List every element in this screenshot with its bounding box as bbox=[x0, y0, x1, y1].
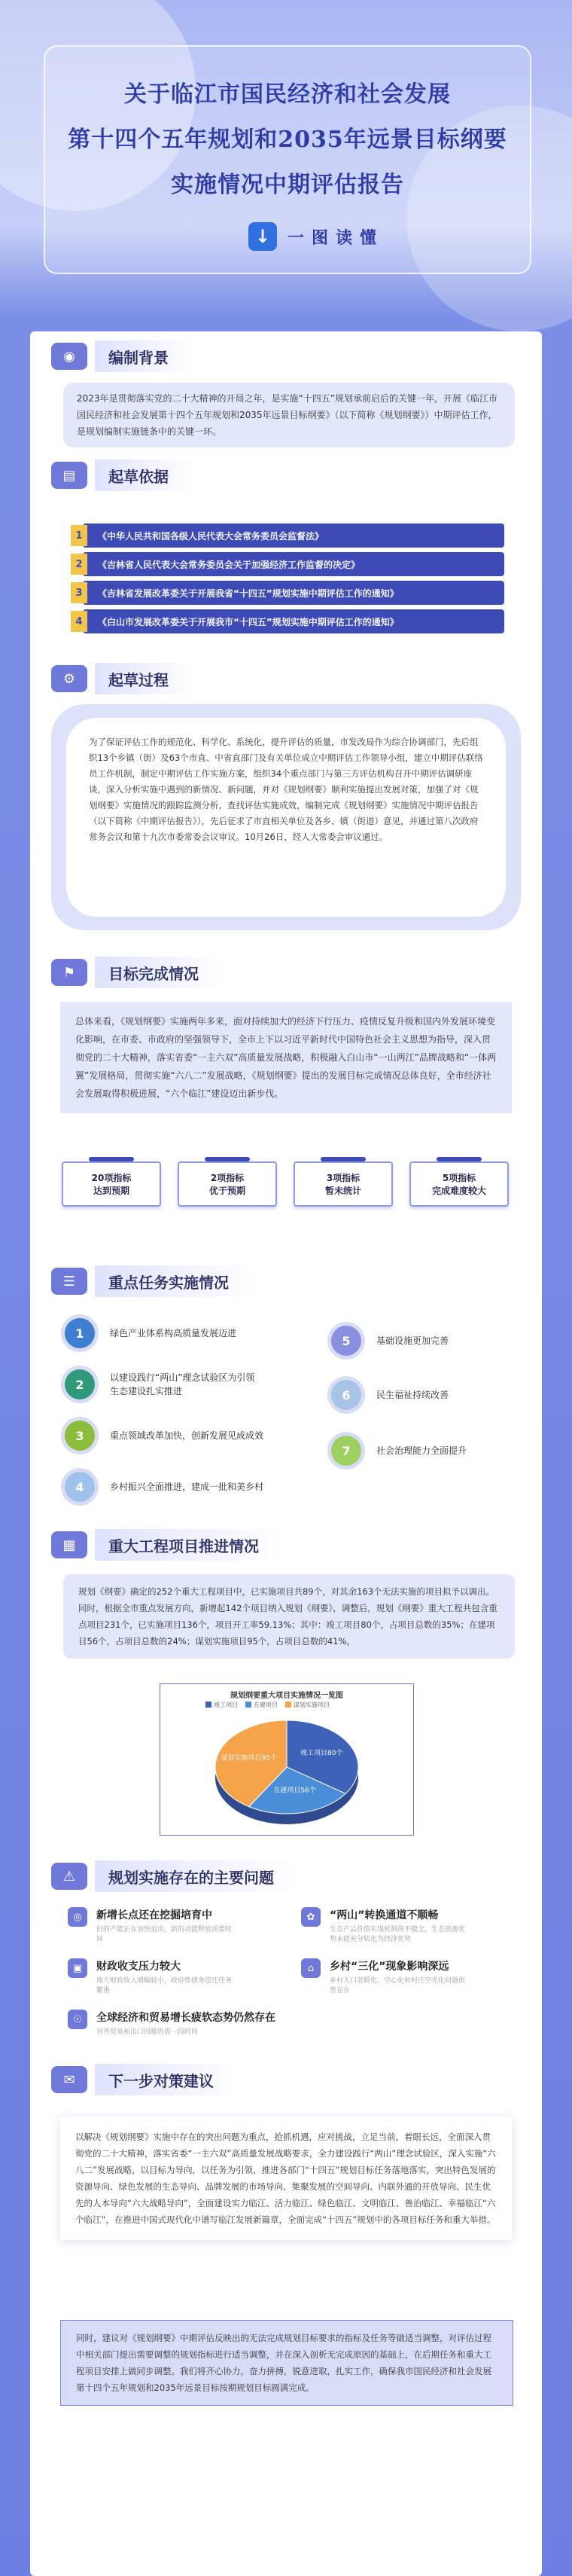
problem-title: 全球经济和贸易增长疲软态势仍然存在 bbox=[96, 2012, 275, 2024]
next-steps-text: 以解决《规划纲要》实施中存在的突出问题为重点，抢抓机遇，应对挑战，立足当前，着眼长远，全面深入贯彻党的二十大精神，落实省委“一主六双”高质量发展战略要求，全力建设践行“两山”理念试验区，深入实施“六八二”发展战略，以目标为导向，以任务为引领，推进各部门“十四五”规划目标任务落地落实，突出特色发展的资源导向、绿色发展的生态导向、品牌发展的市场导向、集聚发展的空间导向、内联外通的开放导向、民生优先的人本导向“六大战略导向”，全面建设实力临江、活力临江、绿色临江、文明临江、善治临江、幸福临江“六个临江”，在推进中国式现代化中谱写临江发展新篇章，全面完成“十四五”规划中的各项目标任务和重大举措。 bbox=[60, 2117, 512, 2240]
basis-item bbox=[75, 523, 504, 548]
section-title: 目标完成情况 bbox=[95, 957, 224, 988]
problem-title: “两山”转换通道不顺畅 bbox=[330, 1909, 439, 1921]
section-title: 重点任务实施情况 bbox=[95, 1265, 254, 1297]
basis-number: 4 bbox=[71, 611, 87, 632]
task-item bbox=[65, 1472, 263, 1502]
basis-text: 《吉林省发展改革委关于开展我省“十四五”规划实施中期评估工作的通知》 bbox=[98, 588, 399, 599]
header-banner bbox=[0, 0, 572, 331]
warning-icon: ⚠ bbox=[51, 1863, 87, 1890]
subtitle bbox=[248, 220, 384, 253]
problem-title: 新增长点还在挖掘培育中 bbox=[96, 1909, 212, 1921]
target-card bbox=[294, 1161, 393, 1207]
basis-text: 《中华人民共和国各级人民代表大会常务委员会监督法》 bbox=[98, 530, 324, 542]
target-status: 暂未统计 bbox=[324, 1186, 361, 1196]
section-header-basis bbox=[51, 459, 194, 491]
targets-text: 总体来看，《规划纲要》实施两年多来，面对持续加大的经济下行压力、疫情反复升级和国内外发展环境变化影响，在市委、市政府的坚强领导下，全市上下以习近平新时代中国特色社会主义思想为指导，深入贯彻党的二十大精神，落实省委“一主六双”高质量发展战略，积极融入白山市“一山两江”品牌战略和“一体两翼”发展格局，贯彻实施“六八二”发展战略，《规划纲要》提出的发展目标完成情况总体良好，全市经济社会发展取得积极进展，“六个临江”建设迈出新步伐。 bbox=[60, 1002, 512, 1113]
basis-item bbox=[75, 609, 504, 633]
target-card bbox=[409, 1161, 509, 1207]
problem-desc: 乡村人口老龄化、空心化和村庄空壳化问题依然存在 bbox=[330, 1977, 466, 1995]
task-item bbox=[65, 1421, 263, 1451]
globe-icon: ☉ bbox=[68, 2010, 87, 2029]
printer-icon: ▤ bbox=[51, 462, 87, 489]
leaf-icon: ✿ bbox=[301, 1907, 321, 1927]
card-cap bbox=[321, 1157, 366, 1161]
section-header-background bbox=[51, 340, 194, 372]
flag-icon: ⚑ bbox=[51, 959, 87, 986]
subtitle-text: 一图读懂 bbox=[288, 228, 385, 248]
task-number: 3 bbox=[65, 1421, 95, 1451]
problem-desc: 地方财政收入增幅较小，政府性债务偿还任务繁重 bbox=[96, 1977, 233, 1995]
page-title-line-2: 第十四个五年规划和2035年远景目标纲要 bbox=[68, 127, 507, 153]
section-title: 编制背景 bbox=[95, 340, 194, 372]
section-title: 规划实施存在的主要问题 bbox=[95, 1860, 300, 1892]
legend-label: 竣工项目 bbox=[214, 1702, 238, 1708]
title-frame bbox=[44, 45, 531, 274]
task-text: 以建设践行“两山”理念试验区为引领 生态建设扎实推进 bbox=[110, 1372, 255, 1396]
target-count: 20项指标 bbox=[91, 1173, 132, 1183]
task-text: 民生福祉持续改善 bbox=[376, 1390, 449, 1400]
task-item bbox=[331, 1326, 449, 1356]
card-cap bbox=[89, 1157, 134, 1161]
target-card bbox=[62, 1161, 161, 1207]
section-header-problems bbox=[51, 1860, 300, 1892]
problem-item bbox=[301, 1958, 465, 1996]
problem-item bbox=[68, 2010, 275, 2037]
legend-label: 谋划实施项目 bbox=[294, 1702, 330, 1708]
section-header-projects bbox=[51, 1529, 284, 1561]
problem-item bbox=[68, 1907, 232, 1945]
background-text: 2023年是贯彻落实党的二十大精神的开局之年，是实施“十四五”规划承前启后的关键一年，开展《临江市国民经济和社会发展第十四个五年规划和2035年远景目标纲要》（以下简称《规划纲要》）中期评估工作，是规划编制实施链条中的关键一环。 bbox=[63, 383, 515, 447]
car-icon: ◉ bbox=[51, 343, 87, 370]
chat-icon: ✉ bbox=[51, 2066, 87, 2093]
task-item bbox=[331, 1436, 467, 1466]
process-inner bbox=[66, 718, 506, 917]
list-icon: ☰ bbox=[51, 1268, 87, 1295]
wallet-icon: ▣ bbox=[68, 1958, 87, 1978]
download-arrow-icon: ↓ bbox=[248, 222, 277, 251]
basis-text: 《吉林省人民代表大会常务委员会关于加强经济工作监督的决定》 bbox=[98, 559, 361, 570]
target-count: 5项指标 bbox=[442, 1173, 476, 1183]
basis-item bbox=[75, 581, 504, 605]
task-text: 社会治理能力全面提升 bbox=[376, 1445, 467, 1456]
page-title-line-1: 关于临江市国民经济和社会发展 bbox=[124, 81, 451, 108]
pie-chart bbox=[160, 1683, 414, 1836]
basis-number: 1 bbox=[71, 525, 87, 546]
task-number: 6 bbox=[331, 1380, 361, 1410]
task-text: 乡村振兴全面推进，建成一批和美乡村 bbox=[110, 1482, 264, 1492]
problem-item bbox=[68, 1958, 232, 1996]
section-header-process bbox=[51, 663, 194, 694]
basis-text: 《白山市发展改革委关于开展我市“十四五”规划实施中期评估工作的通知》 bbox=[98, 616, 399, 627]
projects-text: 规划《纲要》确定的252个重大工程项目中，已实施项目共89个，对其余163个无法实施的项目拟予以调出。同时，根据全市重点发展方向，新增起142个项目纳入规划《纲要》，调整后，规划《纲要》重大工程共包含重点项目231个，已实施项目136个，项目开工率59.13%；其中：竣工项目80个，占项目总数的35%；在建项目56个，占项目总数的24%；谋划实施项目95个，占项目总数的41%。 bbox=[63, 1574, 515, 1659]
section-title: 起草过程 bbox=[95, 663, 194, 694]
task-text: 重点领域改革加快，创新发展见成成效 bbox=[110, 1430, 264, 1441]
task-text: 绿色产业体系构高质量发展迈进 bbox=[110, 1328, 237, 1338]
pie-label: 在建项目56个 bbox=[273, 1787, 316, 1795]
target-count: 2项指标 bbox=[210, 1173, 245, 1183]
card-cap bbox=[437, 1157, 482, 1161]
target-status: 完成难度较大 bbox=[431, 1186, 486, 1196]
pie-label: 竣工项目80个 bbox=[300, 1750, 343, 1758]
section-header-next-steps bbox=[51, 2064, 239, 2095]
task-number: 4 bbox=[65, 1472, 95, 1502]
problem-desc: 对外贸易和出口回暖仍需一段时间 bbox=[96, 2028, 199, 2036]
process-ring bbox=[51, 704, 521, 930]
task-number: 5 bbox=[331, 1326, 361, 1356]
home-icon: ⌂ bbox=[301, 1958, 321, 1978]
basis-number: 3 bbox=[71, 582, 87, 603]
legend-label: 在建项目 bbox=[254, 1702, 278, 1708]
task-item bbox=[65, 1369, 254, 1399]
problem-desc: 旧的产能正在加快退出，新的动能释放需要时间 bbox=[96, 1926, 233, 1943]
section-title: 重大工程项目推进情况 bbox=[95, 1529, 284, 1561]
basis-number: 2 bbox=[71, 554, 87, 575]
target-card bbox=[178, 1161, 277, 1207]
problem-item bbox=[301, 1907, 465, 1945]
section-header-tasks bbox=[51, 1265, 254, 1297]
gear-icon: ⚙ bbox=[51, 665, 87, 692]
task-text: 基础设施更加完善 bbox=[376, 1335, 449, 1346]
section-title: 起草依据 bbox=[95, 459, 194, 491]
task-number: 1 bbox=[65, 1318, 95, 1348]
page-title-line-3: 实施情况中期评估报告 bbox=[171, 172, 404, 198]
basis-item bbox=[75, 552, 504, 576]
task-item bbox=[331, 1380, 449, 1410]
target-status: 优于预期 bbox=[208, 1186, 245, 1196]
building-icon: ▦ bbox=[51, 1531, 87, 1558]
target-count: 3项指标 bbox=[326, 1173, 361, 1183]
section-header-targets bbox=[51, 957, 224, 988]
problem-title: 财政收支压力较大 bbox=[96, 1961, 181, 1973]
problem-desc: 生态产品价值实现机制尚不健全，生态资源优势未能充分转化为经济优势 bbox=[330, 1926, 466, 1943]
chart-title: 规划纲要重大项目实施情况一览图 bbox=[230, 1692, 343, 1700]
content-card bbox=[30, 331, 542, 2576]
task-number: 7 bbox=[331, 1436, 361, 1466]
task-number: 2 bbox=[65, 1369, 95, 1399]
pie-label: 谋划实施项目95个 bbox=[221, 1754, 277, 1763]
card-cap bbox=[205, 1157, 250, 1161]
task-item bbox=[65, 1318, 236, 1348]
problem-title: 乡村“三化”现象影响深远 bbox=[330, 1961, 449, 1973]
target-status: 达到预期 bbox=[93, 1186, 129, 1196]
process-text: 为了保证评估工作的规范化、科学化、系统化，提升评估的质量，市发改局作为综合协调部门，先后组织13个乡镇（街）及63个市直、中省直部门及有关单位成立中期评估工作领导小组，建立中期评估联络员工作机制，制定中期评估工作实施方案，组织34个重点部门与第三方评估机构召开中期评估调研座谈，深入分析实施中遇到的新情况、新问题，并对《规划纲要》顺利实施提出发展对策，加强了对《规划纲要》实施情况的跟踪监测分析，查找评估实施成效，编制完成《规划纲要》实施情况中期评估报告（以下简称《中期评估报告》），先后征求了市直相关单位及各乡、镇（街道）意见，并通过第八次政府常务会议和第十九次市委常委会议审议。10月26日，经人大常委会审议通过。 bbox=[89, 737, 483, 842]
target-icon: ◎ bbox=[68, 1907, 87, 1927]
next-steps-text-2: 同时，建议对《规划纲要》中期评估反映出的无法完成规划目标要求的指标及任务等做适当调整，对评估过程中相关部门提出需要调整的规划指标进行适当调整，并在深入剖析无完成原因的基础上，在后期任务和重大工程项目安排上做同步调整。我们将齐心协力，奋力拼搏，锐意进取，扎实工作，确保我市国民经济和社会发展第十四个五年规划和2035年远景目标按期规划目标圆满完成。 bbox=[60, 2320, 513, 2406]
section-title: 下一步对策建议 bbox=[95, 2064, 239, 2095]
pie-svg bbox=[160, 1707, 413, 1835]
